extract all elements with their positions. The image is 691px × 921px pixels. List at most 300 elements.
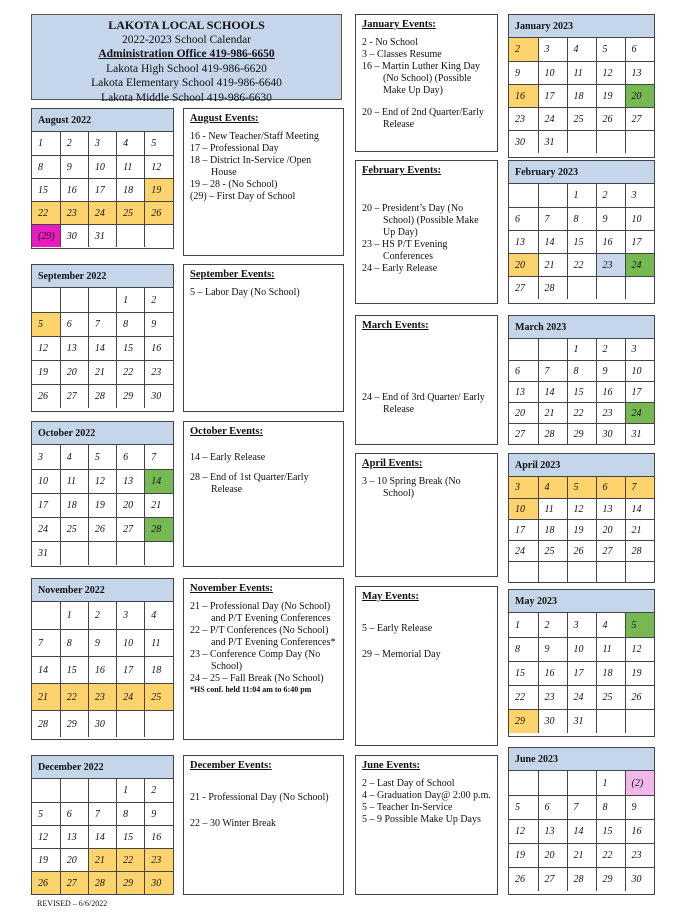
day-cell <box>596 561 625 582</box>
day-cell: 15 <box>567 381 596 402</box>
day-cell: 19 <box>596 84 625 107</box>
week-row <box>509 477 654 498</box>
event-item: 5 – Early Release <box>362 623 433 634</box>
day-cell: 2 <box>596 339 625 360</box>
day-cell: 8 <box>117 312 145 336</box>
day-cell: 20 <box>509 402 538 423</box>
day-cell: 23 <box>596 253 625 276</box>
day-cell: 10 <box>625 360 654 381</box>
day-cell: 18 <box>567 84 596 107</box>
week-row <box>32 779 173 802</box>
day-cell: (2) <box>625 771 654 795</box>
event-item: 3 – 10 Spring Break (No School) <box>362 476 461 499</box>
day-cell: 6 <box>60 802 88 825</box>
day-cell: 9 <box>88 629 116 656</box>
month-title: April 2023 <box>509 454 654 477</box>
week-row <box>32 517 173 541</box>
event-item: 5 – Teacher In-Service <box>362 802 453 813</box>
day-cell <box>88 288 116 312</box>
day-cell: 27 <box>538 867 567 891</box>
day-cell: 4 <box>567 38 596 61</box>
day-cell: 6 <box>509 360 538 381</box>
month-title: January 2023 <box>509 15 654 38</box>
month-title: September 2022 <box>32 265 173 288</box>
week-row <box>32 493 173 517</box>
day-cell <box>625 130 654 153</box>
day-cell: 6 <box>596 477 625 498</box>
month-title: February 2023 <box>509 161 654 184</box>
week-row <box>509 339 654 360</box>
day-cell: 20 <box>60 848 88 871</box>
day-cell: 27 <box>117 517 145 541</box>
day-cell: 21 <box>538 253 567 276</box>
day-cell: 29 <box>596 867 625 891</box>
calendar-august-2022 <box>31 108 174 249</box>
week-row <box>32 445 173 469</box>
day-cell: 16 <box>509 84 538 107</box>
month-title: August 2022 <box>32 109 173 132</box>
day-cell: 14 <box>88 336 116 360</box>
day-cell: 21 <box>145 493 173 517</box>
event-item: 3 – Classes Resume <box>362 49 442 60</box>
day-cell: 8 <box>596 795 625 819</box>
day-cell: 17 <box>117 656 145 683</box>
events-title: June Events: <box>362 760 421 771</box>
day-cell: 15 <box>509 661 538 685</box>
day-cell <box>538 184 567 207</box>
event-item: 20 – President’s Day (No School) (Possible Make Up Day) <box>362 203 479 238</box>
day-cell: 14 <box>145 469 173 493</box>
day-cell <box>88 779 116 802</box>
day-cell: 30 <box>145 871 173 894</box>
month-grid <box>32 445 173 565</box>
events-december <box>183 755 344 895</box>
day-cell: 25 <box>60 517 88 541</box>
day-cell: 22 <box>596 843 625 867</box>
week-row <box>32 288 173 312</box>
day-cell: 15 <box>117 825 145 848</box>
day-cell: 29 <box>117 871 145 894</box>
day-cell: 15 <box>60 656 88 683</box>
day-cell: 13 <box>509 381 538 402</box>
week-row <box>509 423 654 444</box>
week-row <box>32 541 173 565</box>
day-cell: 17 <box>88 178 116 201</box>
week-row <box>32 656 173 683</box>
day-cell: 20 <box>117 493 145 517</box>
day-cell: 11 <box>60 469 88 493</box>
day-cell: 5 <box>567 477 596 498</box>
day-cell: 17 <box>625 230 654 253</box>
day-cell: 21 <box>538 402 567 423</box>
day-cell: 28 <box>625 540 654 561</box>
day-cell: 1 <box>509 613 538 637</box>
day-cell: 23 <box>145 360 173 384</box>
day-cell: 13 <box>509 230 538 253</box>
events-title: November Events: <box>190 583 273 594</box>
month-grid <box>32 779 173 894</box>
day-cell: 5 <box>32 802 60 825</box>
day-cell: 22 <box>32 201 60 224</box>
week-row <box>509 61 654 84</box>
day-cell: 19 <box>88 493 116 517</box>
event-item: 16 – Martin Luther King Day (No School) (Possible Make Up Day) <box>362 61 481 96</box>
month-grid <box>32 602 173 737</box>
day-cell: 7 <box>567 795 596 819</box>
day-cell <box>60 541 88 565</box>
day-cell: 17 <box>538 84 567 107</box>
day-cell: 25 <box>117 201 145 224</box>
day-cell: 1 <box>60 602 88 629</box>
day-cell: 25 <box>538 540 567 561</box>
day-cell: 6 <box>625 38 654 61</box>
calendar-title: 2022-2023 School Calendar <box>121 33 252 46</box>
day-cell: 5 <box>32 312 60 336</box>
week-row <box>32 848 173 871</box>
day-cell: 2 <box>60 132 88 155</box>
day-cell: 5 <box>596 38 625 61</box>
week-row <box>32 155 173 178</box>
day-cell: 31 <box>538 130 567 153</box>
day-cell: 23 <box>596 402 625 423</box>
day-cell: 11 <box>596 637 625 661</box>
day-cell: 14 <box>567 819 596 843</box>
day-cell: 14 <box>538 381 567 402</box>
month-title: November 2022 <box>32 579 173 602</box>
day-cell: 19 <box>145 178 173 201</box>
day-cell: 6 <box>60 312 88 336</box>
day-cell: 24 <box>625 402 654 423</box>
day-cell: 27 <box>60 871 88 894</box>
day-cell: 12 <box>509 819 538 843</box>
day-cell: 15 <box>567 230 596 253</box>
day-cell: 3 <box>567 613 596 637</box>
district-name: LAKOTA LOCAL SCHOOLS <box>108 18 265 32</box>
day-cell: 1 <box>117 288 145 312</box>
event-item: 23 – HS P/T Evening Conferences <box>362 239 448 262</box>
day-cell <box>538 339 567 360</box>
events-may <box>355 586 498 746</box>
day-cell <box>509 561 538 582</box>
day-cell: 7 <box>538 360 567 381</box>
day-cell <box>567 130 596 153</box>
school-header <box>31 14 342 104</box>
event-item: 19 – 28 - (No School) <box>190 179 278 190</box>
day-cell: 7 <box>88 802 116 825</box>
calendar-january-2023 <box>508 14 655 158</box>
day-cell: 18 <box>538 519 567 540</box>
day-cell: 7 <box>88 312 116 336</box>
day-cell: 27 <box>60 384 88 408</box>
events-title: January Events: <box>362 19 436 30</box>
event-item: 5 – Labor Day (No School) <box>190 287 300 298</box>
events-january <box>355 14 498 152</box>
event-item: 2 - No School <box>362 37 418 48</box>
day-cell: 10 <box>509 498 538 519</box>
calendar-april-2023 <box>508 453 655 583</box>
week-row <box>32 336 173 360</box>
day-cell <box>596 709 625 733</box>
events-june <box>355 755 498 895</box>
day-cell: 3 <box>32 445 60 469</box>
day-cell: 17 <box>625 381 654 402</box>
day-cell: 19 <box>32 360 60 384</box>
week-row <box>32 602 173 629</box>
week-row <box>509 107 654 130</box>
day-cell: 13 <box>596 498 625 519</box>
day-cell: 12 <box>88 469 116 493</box>
events-august <box>183 108 344 256</box>
day-cell: 22 <box>567 253 596 276</box>
day-cell: 16 <box>625 819 654 843</box>
week-row <box>509 360 654 381</box>
day-cell: 5 <box>509 795 538 819</box>
day-cell <box>567 771 596 795</box>
week-row <box>32 178 173 201</box>
event-item: 18 – District In-Service /Open House <box>190 155 312 178</box>
month-title: March 2023 <box>509 316 654 339</box>
day-cell: 5 <box>145 132 173 155</box>
day-cell: 9 <box>596 207 625 230</box>
day-cell: 30 <box>60 224 88 247</box>
day-cell: 30 <box>509 130 538 153</box>
day-cell: 1 <box>32 132 60 155</box>
calendar-march-2023 <box>508 315 655 445</box>
day-cell: 23 <box>509 107 538 130</box>
day-cell: 29 <box>117 384 145 408</box>
day-cell: 12 <box>596 61 625 84</box>
day-cell: 1 <box>596 771 625 795</box>
calendar-may-2023 <box>508 589 655 737</box>
events-april <box>355 453 498 577</box>
day-cell: 16 <box>145 336 173 360</box>
day-cell <box>88 541 116 565</box>
day-cell: 8 <box>509 637 538 661</box>
day-cell: 9 <box>625 795 654 819</box>
day-cell <box>509 339 538 360</box>
day-cell: 6 <box>117 445 145 469</box>
events-title: May Events: <box>362 591 419 602</box>
day-cell: 29 <box>567 423 596 444</box>
day-cell: 9 <box>145 802 173 825</box>
day-cell <box>567 276 596 299</box>
week-row <box>509 130 654 153</box>
day-cell: 20 <box>538 843 567 867</box>
day-cell: 7 <box>32 629 60 656</box>
day-cell: 26 <box>596 107 625 130</box>
day-cell: 26 <box>32 384 60 408</box>
event-item: 21 - Professional Day (No School) <box>190 792 329 803</box>
day-cell: (29) <box>32 224 60 247</box>
day-cell <box>509 184 538 207</box>
day-cell: 19 <box>32 848 60 871</box>
event-item: 20 – End of 2nd Quarter/Early Release <box>362 107 484 130</box>
day-cell: 16 <box>596 230 625 253</box>
day-cell: 1 <box>567 184 596 207</box>
day-cell: 4 <box>60 445 88 469</box>
day-cell: 23 <box>88 683 116 710</box>
week-row <box>509 685 654 709</box>
day-cell: 21 <box>32 683 60 710</box>
day-cell: 3 <box>538 38 567 61</box>
day-cell: 9 <box>145 312 173 336</box>
day-cell: 23 <box>60 201 88 224</box>
week-row <box>509 276 654 299</box>
day-cell: 28 <box>88 871 116 894</box>
day-cell: 31 <box>32 541 60 565</box>
day-cell: 18 <box>117 178 145 201</box>
day-cell: 24 <box>88 201 116 224</box>
day-cell: 17 <box>509 519 538 540</box>
day-cell: 19 <box>625 661 654 685</box>
day-cell: 9 <box>60 155 88 178</box>
day-cell <box>32 288 60 312</box>
event-item: 28 – End of 1st Quarter/Early Release <box>190 472 309 495</box>
day-cell: 2 <box>145 779 173 802</box>
day-cell: 21 <box>625 519 654 540</box>
high-school-phone: Lakota High School 419-986-6620 <box>106 62 267 75</box>
week-row <box>32 825 173 848</box>
day-cell: 15 <box>117 336 145 360</box>
day-cell: 22 <box>509 685 538 709</box>
day-cell: 17 <box>567 661 596 685</box>
week-row <box>509 819 654 843</box>
day-cell: 9 <box>538 637 567 661</box>
day-cell: 19 <box>509 843 538 867</box>
day-cell: 25 <box>596 685 625 709</box>
day-cell: 22 <box>567 402 596 423</box>
day-cell: 29 <box>60 710 88 737</box>
week-row <box>32 201 173 224</box>
day-cell: 12 <box>145 155 173 178</box>
day-cell: 21 <box>567 843 596 867</box>
day-cell: 10 <box>32 469 60 493</box>
week-row <box>509 84 654 107</box>
event-item: (29) – First Day of School <box>190 191 296 202</box>
day-cell: 30 <box>538 709 567 733</box>
events-title: August Events: <box>190 113 259 124</box>
day-cell: 24 <box>509 540 538 561</box>
day-cell: 3 <box>625 184 654 207</box>
week-row <box>509 771 654 795</box>
event-note: *HS conf. held 11:04 am to 6:40 pm <box>190 685 312 694</box>
week-row <box>32 629 173 656</box>
day-cell: 18 <box>60 493 88 517</box>
events-title: September Events: <box>190 269 275 280</box>
calendar-december-2022 <box>31 755 174 895</box>
day-cell: 28 <box>145 517 173 541</box>
day-cell: 15 <box>596 819 625 843</box>
day-cell: 3 <box>88 132 116 155</box>
event-item: 2 – Last Day of School <box>362 778 455 789</box>
day-cell: 19 <box>567 519 596 540</box>
month-grid <box>509 184 654 299</box>
day-cell: 20 <box>596 519 625 540</box>
day-cell: 2 <box>509 38 538 61</box>
day-cell: 14 <box>538 230 567 253</box>
event-item: 23 – Conference Comp Day (No School) <box>190 649 321 672</box>
week-row <box>32 384 173 408</box>
day-cell: 25 <box>145 683 173 710</box>
day-cell: 8 <box>567 207 596 230</box>
day-cell <box>596 276 625 299</box>
middle-school-phone: Lakota Middle School 419-986-6630 <box>101 91 272 104</box>
events-november <box>183 578 344 740</box>
day-cell <box>145 710 173 737</box>
day-cell: 11 <box>567 61 596 84</box>
day-cell: 8 <box>32 155 60 178</box>
day-cell: 31 <box>88 224 116 247</box>
day-cell: 24 <box>567 685 596 709</box>
week-row <box>32 469 173 493</box>
day-cell: 10 <box>117 629 145 656</box>
month-grid <box>32 288 173 408</box>
day-cell: 1 <box>117 779 145 802</box>
day-cell <box>538 561 567 582</box>
day-cell: 30 <box>625 867 654 891</box>
week-row <box>509 498 654 519</box>
day-cell: 7 <box>538 207 567 230</box>
day-cell: 1 <box>567 339 596 360</box>
event-item: 24 – Early Release <box>362 263 438 274</box>
week-row <box>509 184 654 207</box>
admin-office-phone: Administration Office 419-986-6650 <box>98 48 275 60</box>
day-cell: 2 <box>596 184 625 207</box>
day-cell <box>117 710 145 737</box>
day-cell: 29 <box>509 709 538 733</box>
day-cell: 12 <box>32 825 60 848</box>
events-title: April Events: <box>362 458 423 469</box>
event-item: 5 – 9 Possible Make Up Days <box>362 814 481 825</box>
day-cell: 24 <box>32 517 60 541</box>
event-item: 17 – Professional Day <box>190 143 279 154</box>
day-cell: 23 <box>145 848 173 871</box>
day-cell: 16 <box>88 656 116 683</box>
week-row <box>32 360 173 384</box>
day-cell: 11 <box>538 498 567 519</box>
day-cell <box>567 561 596 582</box>
day-cell: 4 <box>145 602 173 629</box>
day-cell <box>625 276 654 299</box>
event-item: 14 – Early Release <box>190 452 266 463</box>
day-cell: 5 <box>625 613 654 637</box>
day-cell: 31 <box>567 709 596 733</box>
week-row <box>32 683 173 710</box>
day-cell: 25 <box>567 107 596 130</box>
day-cell: 16 <box>145 825 173 848</box>
day-cell <box>625 709 654 733</box>
day-cell: 13 <box>538 819 567 843</box>
day-cell: 17 <box>32 493 60 517</box>
events-title: October Events: <box>190 426 264 437</box>
week-row <box>32 710 173 737</box>
day-cell: 28 <box>538 276 567 299</box>
day-cell: 21 <box>88 360 116 384</box>
day-cell: 10 <box>625 207 654 230</box>
day-cell: 26 <box>509 867 538 891</box>
day-cell <box>145 541 173 565</box>
day-cell: 16 <box>538 661 567 685</box>
day-cell <box>60 779 88 802</box>
day-cell: 2 <box>88 602 116 629</box>
day-cell: 4 <box>117 132 145 155</box>
day-cell: 12 <box>567 498 596 519</box>
day-cell: 28 <box>567 867 596 891</box>
events-february <box>355 160 498 304</box>
day-cell: 30 <box>596 423 625 444</box>
calendar-november-2022 <box>31 578 174 740</box>
day-cell: 16 <box>596 381 625 402</box>
